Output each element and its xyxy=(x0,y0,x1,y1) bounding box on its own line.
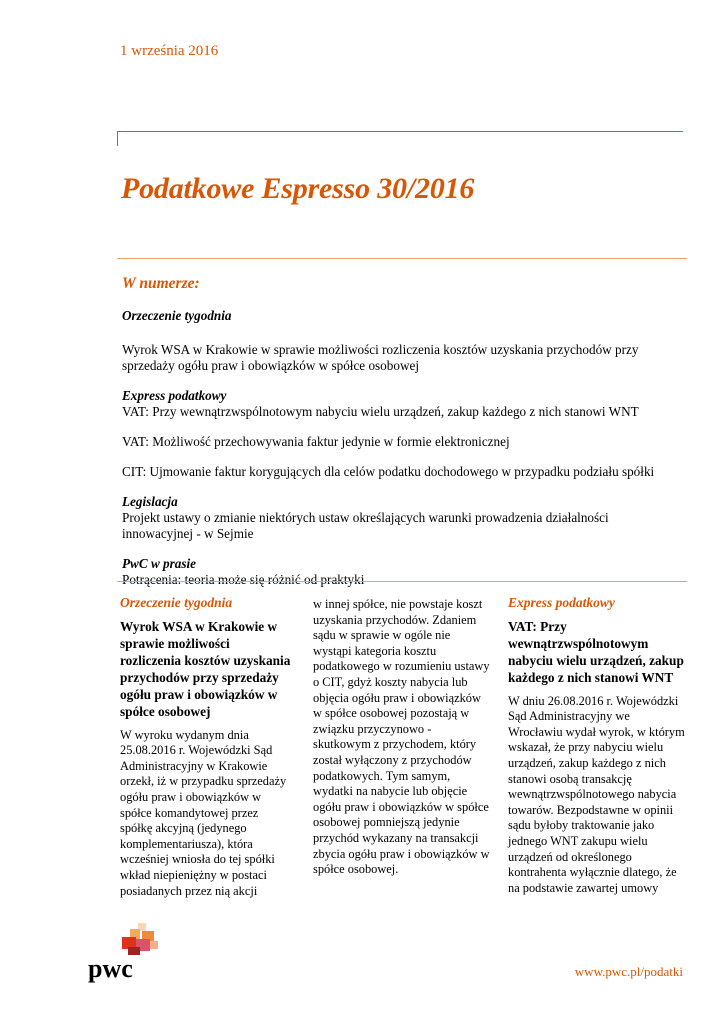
divider xyxy=(117,258,687,259)
header-rule xyxy=(117,131,683,146)
toc-item[interactable]: VAT: Przy wewnątrzwspólnotowym nabyciu wielu urządzeń, zakup każdego z nich stanowi WNT xyxy=(122,404,639,419)
toc-item[interactable]: Wyrok WSA w Krakowie w sprawie możliwości rozliczenia kosztów uzyskania przychodów przy sprzedaży ogółu praw i obowiązków w spółce osobowej xyxy=(122,342,639,373)
pwc-logo xyxy=(86,923,166,983)
page-title: Podatkowe Espresso 30/2016 xyxy=(121,172,475,205)
toc-section-title[interactable]: Orzeczenie tygodnia xyxy=(122,308,232,323)
toc-item[interactable]: Potrącenia: teoria może się różnić od praktyki xyxy=(122,572,365,587)
toc-item[interactable]: Projekt ustawy o zmianie niektórych ustaw określających warunki prowadzenia działalności innowacyjnej - w Sejmie xyxy=(122,510,609,541)
website-link[interactable]: www.pwc.pl/podatki xyxy=(574,964,683,979)
column-section-label: Orzeczenie tygodnia xyxy=(120,595,233,610)
article-column-2 xyxy=(313,597,490,878)
article-column-3 xyxy=(508,595,685,896)
toc-heading: W numerze: xyxy=(122,275,200,292)
table-of-contents xyxy=(122,276,682,588)
article-body: W dniu 26.08.2016 r. Wojewódzki Sąd Administracyjny we Wrocławiu wydał wyrok, w którym wskazał, że przy nabyciu wielu urządzeń, zakup każdego z nich stanowi osobą transakcję wewnątrzwspólnotowego nabycia towarów. Bezpodstawne w opinii sądu byłoby traktowanie jako jednego WNT zakupu wielu urządzeń od określonego kontrahenta wyłącznie dlatego, że na podstawie zawartej umowy xyxy=(508,693,685,895)
toc-section-title[interactable]: PwC w prasie xyxy=(122,556,197,571)
logo-wordmark: pwc xyxy=(88,954,133,983)
issue-date: 1 września 2016 xyxy=(120,43,219,59)
toc-section-title[interactable]: Legislacja xyxy=(122,494,178,509)
article-body: w innej spółce, nie powstaje koszt uzyskania przychodów. Zdaniem sądu w sprawie w ogóle nie wystąpi kategoria kosztu podatkowego w rozumieniu ustawy o CIT, gdyż koszty nabycia lub objęcia ogółu praw i obowiązków w spółce osobowej pozostają w związku przyczynowo - skutkowym z przychodem, który został wyłączony z przychodów podatkowych. Tym samym, wydatki na nabycie lub objęcie ogółu praw i obowiązków w spółce osobowej pomniejszą jedynie przychód wykazany na transakcji zbycia ogółu praw i obowiązków w spółce osobowej. xyxy=(313,597,490,877)
column-section-label: Express podatkowy xyxy=(508,595,615,610)
toc-item[interactable]: CIT: Ujmowanie faktur korygujących dla celów podatku dochodowego w przypadku podziału spółki xyxy=(122,464,655,479)
toc-item[interactable]: VAT: Możliwość przechowywania faktur jedynie w formie elektronicznej xyxy=(122,434,510,449)
article-column-1 xyxy=(120,595,292,899)
article-headline: Wyrok WSA w Krakowie w sprawie możliwości rozliczenia kosztów uzyskania przychodów przy sprzedaży ogółu praw i obowiązków w spółce osobowej xyxy=(120,618,291,719)
article-headline: VAT: Przy wewnątrzwspólnotowym nabyciu wielu urządzeń, zakup każdego z nich stanowi WNT xyxy=(508,618,684,685)
toc-section-title[interactable]: Express podatkowy xyxy=(122,388,227,403)
divider xyxy=(117,581,687,582)
article-body: W wyroku wydanym dnia 25.08.2016 r. Wojewódzki Sąd Administracyjny w Krakowie orzekł, iż w przypadku sprzedaży ogółu praw i obowiązków w spółce komandytowej przez spółkę akcyjną (jedynego komplementariusza), która wcześniej wniosła do tej spółki wkład niepieniężny w postaci posiadanych przez nią akcji xyxy=(120,727,287,898)
